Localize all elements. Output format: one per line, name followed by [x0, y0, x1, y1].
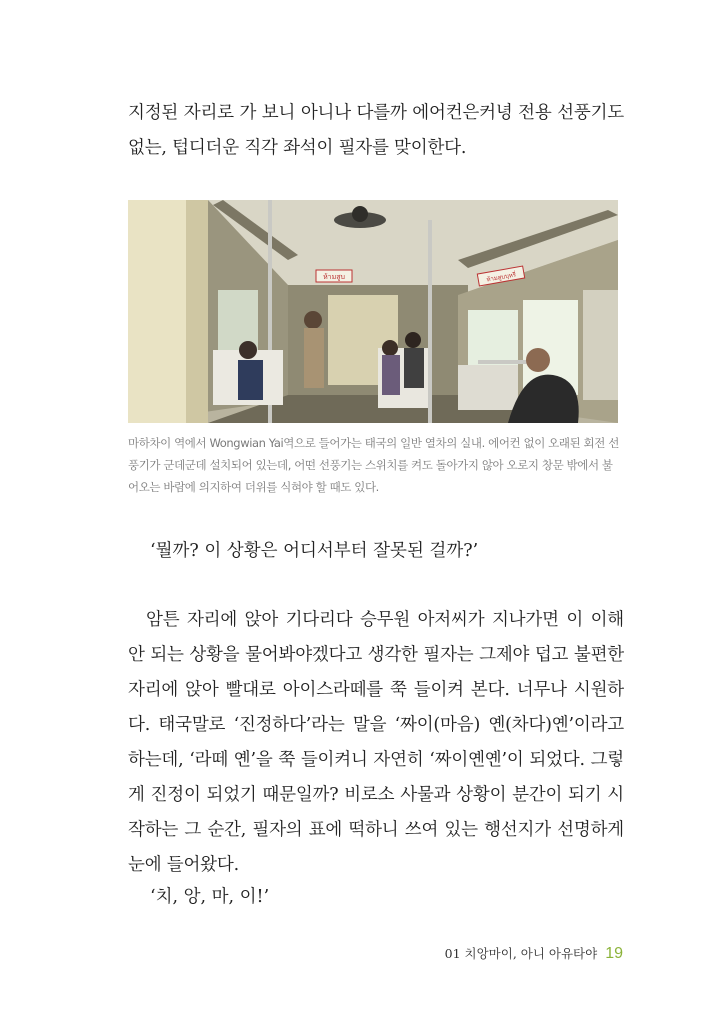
page-number: 19	[605, 945, 623, 962]
quote: ‘뭘까? 이 상황은 어디서부터 잘못된 걸까?’	[150, 541, 479, 561]
page-footer	[445, 944, 623, 963]
photo-sign: ห้ามสูบบุหรี่	[486, 271, 517, 284]
photo-sign: ห้ามสูบ	[323, 273, 345, 281]
train-interior-photo	[128, 200, 618, 423]
body-paragraph: 암튼 자리에 앉아 기다리다 승무원 아저씨가 지나가면 이 이해 안 되는 상황을 물어봐야겠다고 생각한 필자는 그제야 덥고 불편한 자리에 앉아 빨대로 아이스라떼를 쭉 들이켜 본다. 너무나 시원하다. 태국말로 ‘진정하다’라는 말을 ‘짜이(마음) 옌(차다)옌’이라고 하는데, ‘라떼 옌’을 쭉 들이켜니 자연히 ‘짜이옌옌’이 되었다. 그렇게 진정이 되었기 때문일까? 비로소 사물과 상황이 분간이 되기 시작하는 그 순간, 필자의 표에 떡하니 쓰여 있는 행선지가 선명하게 눈에 들어왔다.	[128, 610, 624, 875]
chapter-title: 01 치앙마이, 아니 아유타야	[444, 946, 598, 961]
photo-caption: 마하차이 역에서 Wongwian Yai역으로 들어가는 태국의 일반 열차의 실내. 에어컨 없이 오래된 회전 선풍기가 군데군데 설치되어 있는데, 어떤 선풍기는 스위치를 켜도 돌아가지 않아 오로지 창문 밖에서 불어오는 바람에 의지하여 더위를 식혀야 할 때도 있다.	[128, 436, 619, 494]
body-paragraph: 지정된 자리로 가 보니 아니나 다를까 에어컨은커녕 전용 선풍기도 없는, 텁디더운 직각 좌석이 필자를 맞이한다.	[128, 103, 624, 158]
quote: ‘치, 앙, 마, 이!’	[150, 887, 270, 907]
